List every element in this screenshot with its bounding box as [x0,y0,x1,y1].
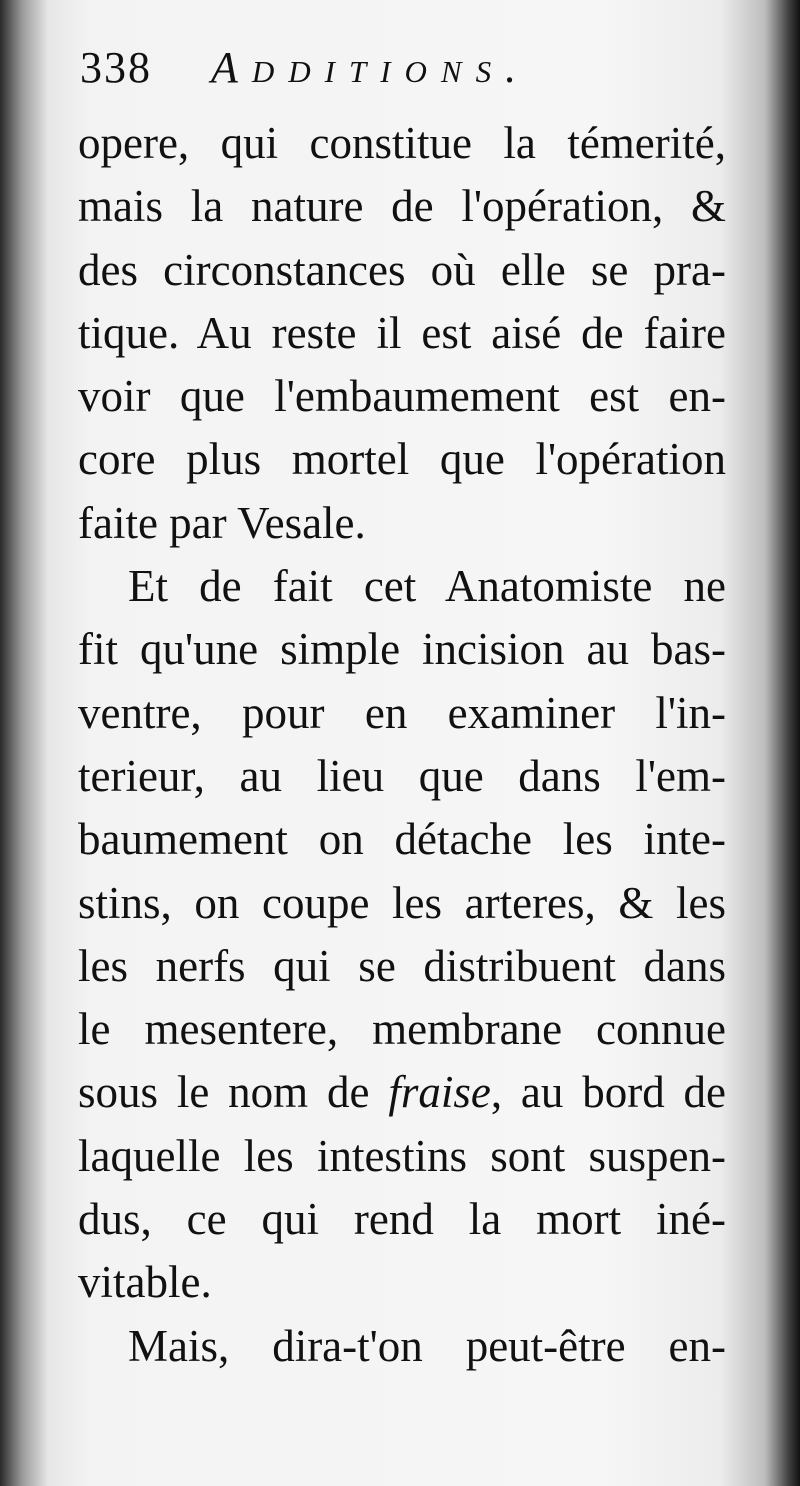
text-line: Mais, dira-t'on peut-être en- [128,1320,726,1371]
text-line: terieur, au lieu que dans l'em- [78,750,726,801]
text-segment: sous le nom de [78,1067,389,1118]
body-text [78,112,726,1378]
text-line: des circonstances où elle se pra- [78,244,726,295]
text-segment: , au bord de [490,1067,727,1118]
text-line: mais la nature de l'opération, & [78,181,726,232]
page-header [80,42,530,93]
text-line: faite par Vesale. [78,497,366,548]
text-line: Et de fait cet Anatomiste ne [128,561,726,612]
text-line: baumement on détache les inte- [78,814,726,865]
text-line: tique. Au reste il est aisé de faire [78,307,726,358]
text-line: voir que l'embaumement est en- [78,371,726,422]
text-line: dus, ce qui rend la mort iné- [78,1194,726,1245]
text-line: le mesentere, membrane connue [78,1004,726,1055]
page-number: 338 [80,43,152,92]
text-line: core plus mortel que l'opération [78,434,726,485]
text-line: laquelle les intestins sont suspen- [78,1130,726,1181]
text-line: opere, qui constitue la témerité, [78,118,726,168]
italic-term: fraise [388,1067,491,1118]
running-title: Additions. [211,43,531,92]
text-line: vitable. [78,1257,212,1308]
text-line: ventre, pour en examiner l'in- [78,687,726,738]
text-line: fit qu'une simple incision au bas- [78,624,726,675]
text-line: stins, on coupe les arteres, & les [78,877,726,928]
text-line [78,1061,726,1124]
text-line: les nerfs qui se distribuent dans [78,940,726,991]
